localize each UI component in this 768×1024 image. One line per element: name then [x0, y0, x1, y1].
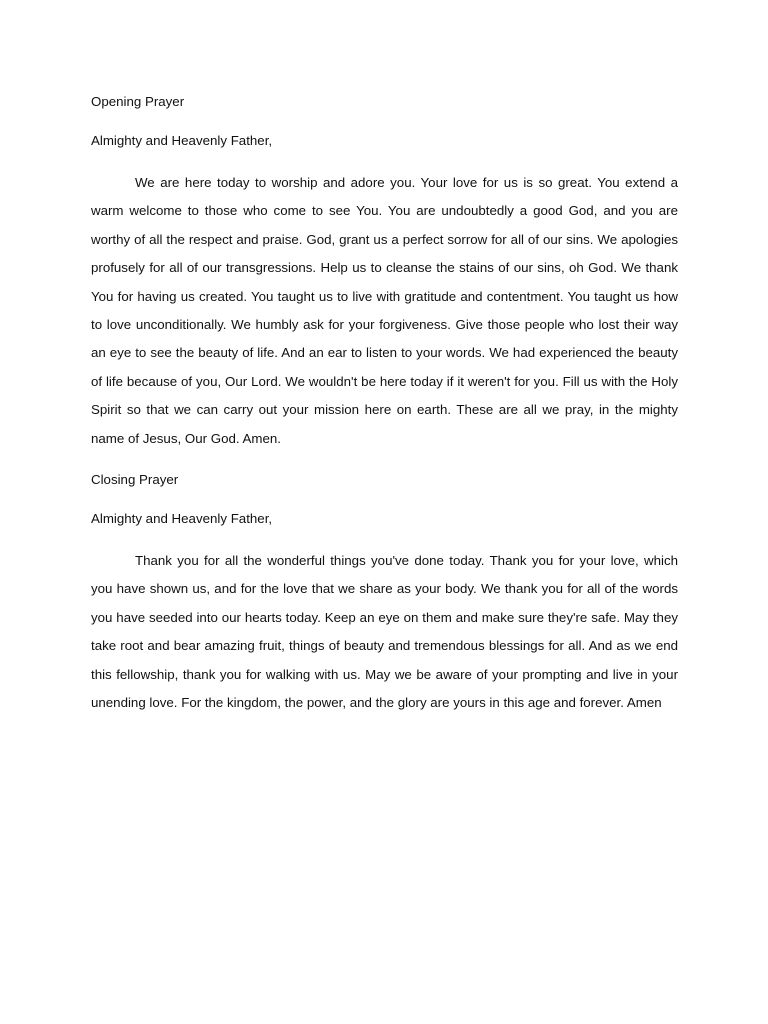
opening-prayer-body: We are here today to worship and adore you. Your love for us is so great. You extend a warm welcome to those who come to see You. You are undoubtedly a good God, and you are worthy of all the respect and praise. God, grant us a perfect sorrow for all of our sins. We apologies profusely for all of our transgressions. Help us to cleanse the stains of our sins, oh God. We thank You for having us created. You taught us to live with gratitude and contentment. You taught us how to love unconditionally. We humbly ask for your forgiveness. Give those people who lost their way an eye to see the beauty of life. And an ear to listen to your words. We had experienced the beauty of life because of you, Our Lord. We wouldn't be here today if it weren't for you. Fill us with the Holy Spirit so that we can carry out your mission here on earth. These are all we pray, in the mighty name of Jesus, Our God. Amen. [91, 175, 678, 446]
closing-prayer-body: Thank you for all the wonderful things you've done today. Thank you for your love, which you have shown us, and for the love that we share as your body. We thank you for all of the words you have seeded into our hearts today. Keep an eye on them and make sure they're safe. May they take root and bear amazing fruit, things of beauty and tremendous blessings for all. And as we end this fellowship, thank you for walking with us. May we be aware of your prompting and live in your unending love. For the kingdom, the power, and the glory are yours in this age and forever. Amen [91, 553, 678, 711]
closing-prayer-salutation: Almighty and Heavenly Father, [91, 511, 273, 527]
opening-prayer-heading: Opening Prayer [91, 94, 185, 109]
closing-prayer-section [91, 470, 678, 717]
closing-prayer-heading: Closing Prayer [91, 472, 179, 488]
opening-prayer-section [91, 92, 678, 453]
opening-prayer-salutation: Almighty and Heavenly Father, [91, 133, 273, 148]
